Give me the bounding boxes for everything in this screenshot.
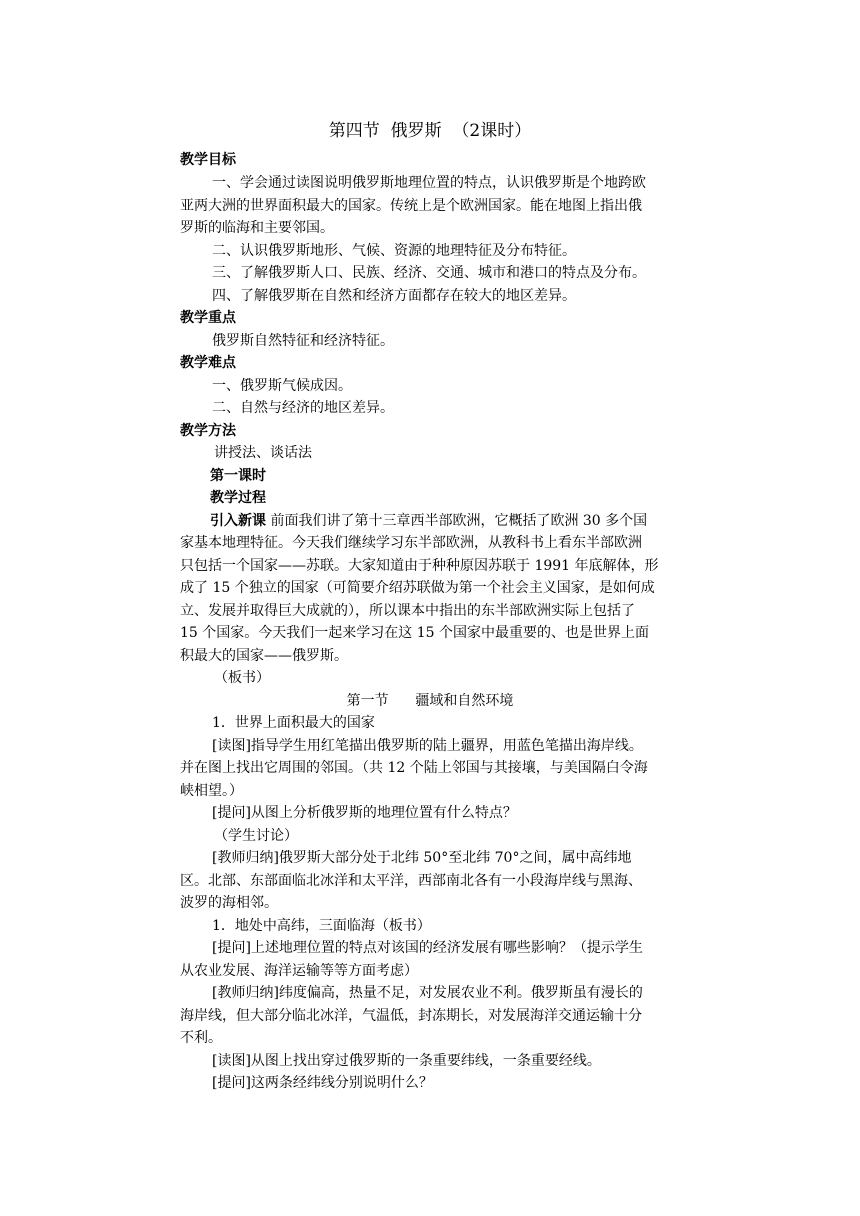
difficulties-line: 一、俄罗斯气候成因。 (212, 378, 352, 394)
objectives-line: 罗斯的临海和主要邻国。 (180, 220, 334, 236)
intro-line: 立、发展并取得巨大成就的），所以课本中指出的东半部欧洲实际上包括了 (180, 603, 635, 619)
body-line: 不利。 (180, 1030, 222, 1046)
key-points-line: 俄罗斯自然特征和经济特征。 (212, 333, 394, 349)
body-line: [提问]这两条经纬线分别说明什么？ (212, 1075, 433, 1091)
body-line: [教师归纳]俄罗斯大部分处于北纬 50°至北纬 70°之间，属中高纬地 (212, 850, 632, 866)
body-line: 波罗的海相邻。 (180, 895, 278, 911)
intro-line: 成了 15 个独立的国家（可简要介绍苏联做为第一个社会主义国家，是如何成 (180, 580, 655, 596)
objectives-line: 亚两大洲的世界面积最大的国家。传统上是个欧洲国家。能在地图上指出俄 (180, 198, 642, 214)
intro-line: 15 个国家。今天我们一起来学习在这 15 个国家中最重要的、也是世界上面 (180, 625, 649, 641)
difficulties-line: 二、自然与经济的地区差异。 (212, 400, 394, 416)
body-line: 区。北部、东部面临北冰洋和太平洋，西部南北各有一小段海岸线与黑海、 (180, 873, 642, 889)
intro-line: 积最大的国家——俄罗斯。 (180, 648, 348, 664)
body-line: [读图]从图上找出穿过俄罗斯的一条重要纬线，一条重要经线。 (212, 1053, 601, 1069)
intro-first-line (210, 510, 647, 533)
section-heading: 第一节 疆域和自然环境 (346, 693, 514, 709)
intro-line: 家基本地理特征。今天我们继续学习东半部欧洲，从教科书上看东半部欧洲 (180, 535, 642, 551)
body-line: [读图]指导学生用红笔描出俄罗斯的陆上疆界，用蓝色笔描出海岸线。 (212, 738, 643, 754)
objectives-line: 一、学会通过读图说明俄罗斯地理位置的特点，认识俄罗斯是个地跨欧 (212, 175, 646, 191)
objectives-heading: 教学目标 (180, 152, 236, 168)
process-heading: 教学过程 (210, 490, 266, 506)
methods-line: 讲授法、谈话法 (214, 445, 312, 461)
board-note: （板书） (214, 670, 270, 686)
objectives-line: 二、认识俄罗斯地形、气候、资源的地理特征及分布特征。 (212, 243, 576, 259)
body-line: 并在图上找出它周围的邻国。（共 12 个陆上邻国与其接壤，与美国隔白令海 (180, 760, 648, 776)
body-line: 1．世界上面积最大的国家 (212, 715, 375, 731)
intro-line: 只包括一个国家——苏联。大家知道由于种种原因苏联于 1991 年底解体，形 (180, 558, 659, 574)
body-line: （学生讨论） (214, 828, 298, 844)
intro-line: 前面我们讲了第十三章西半部欧洲，它概括了欧洲 30 多个国 (270, 513, 648, 529)
objectives-line: 三、了解俄罗斯人口、民族、经济、交通、城市和港口的特点及分布。 (212, 265, 646, 281)
body-line: 海岸线，但大部分临北冰洋，气温低，封冻期长，对发展海洋交通运输十分 (180, 1008, 642, 1024)
body-line: 1．地处中高纬，三面临海（板书） (212, 918, 431, 934)
first-lesson-heading: 第一课时 (210, 468, 266, 484)
difficulties-heading: 教学难点 (180, 355, 236, 371)
methods-heading: 教学方法 (180, 423, 236, 439)
intro-label: 引入新课 (210, 513, 266, 529)
body-line: [提问]从图上分析俄罗斯的地理位置有什么特点？ (212, 805, 517, 821)
body-line: [提问]上述地理位置的特点对该国的经济发展有哪些影响？（提示学生 (212, 940, 643, 956)
objectives-line: 四、了解俄罗斯在自然和经济方面都存在较大的地区差异。 (212, 288, 576, 304)
page-title: 第四节 俄罗斯 （2课时） (328, 121, 532, 141)
key-points-heading: 教学重点 (180, 310, 236, 326)
body-line: [教师归纳]纬度偏高，热量不足，对发展农业不利。俄罗斯虽有漫长的 (212, 985, 643, 1001)
body-line: 从农业发展、海洋运输等等方面考虑） (180, 963, 418, 979)
body-line: 峡相望。） (180, 783, 243, 799)
